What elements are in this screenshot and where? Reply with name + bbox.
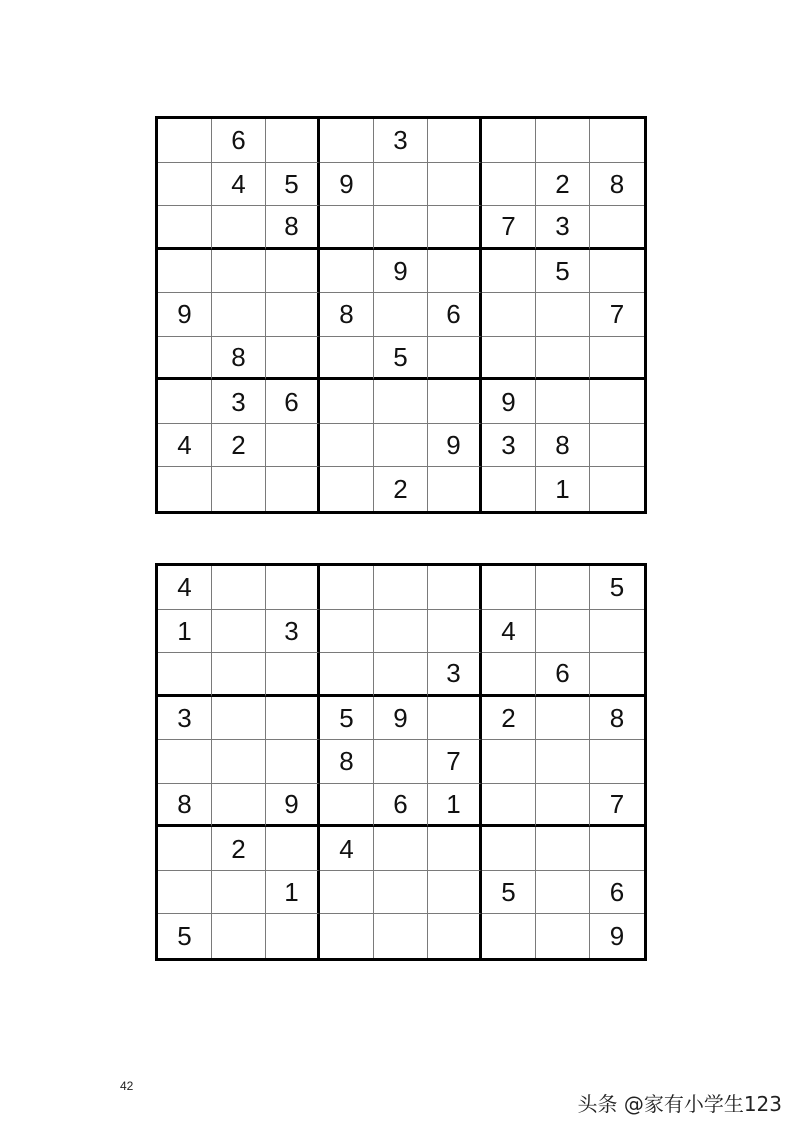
sudoku-cell: 5 bbox=[266, 163, 320, 207]
sudoku-cell: 7 bbox=[428, 740, 482, 784]
sudoku-cell bbox=[374, 566, 428, 610]
sudoku-cell bbox=[428, 610, 482, 654]
sudoku-cell: 7 bbox=[590, 293, 644, 337]
sudoku-cell: 5 bbox=[590, 566, 644, 610]
sudoku-cell bbox=[536, 914, 590, 958]
sudoku-cell bbox=[590, 206, 644, 250]
sudoku-cell bbox=[482, 119, 536, 163]
sudoku-cell bbox=[320, 610, 374, 654]
sudoku-cell bbox=[428, 697, 482, 741]
sudoku-cell bbox=[374, 653, 428, 697]
sudoku-cell bbox=[158, 827, 212, 871]
sudoku-cell bbox=[266, 337, 320, 381]
sudoku-cell bbox=[590, 380, 644, 424]
sudoku-cell bbox=[320, 424, 374, 468]
sudoku-cell bbox=[590, 467, 644, 511]
sudoku-cell bbox=[374, 206, 428, 250]
sudoku-cell bbox=[320, 653, 374, 697]
sudoku-cell: 8 bbox=[158, 784, 212, 828]
sudoku-cell bbox=[266, 119, 320, 163]
sudoku-cell bbox=[374, 424, 428, 468]
sudoku-cell: 9 bbox=[482, 380, 536, 424]
sudoku-cell bbox=[428, 337, 482, 381]
sudoku-cell bbox=[212, 566, 266, 610]
sudoku-cell bbox=[536, 380, 590, 424]
sudoku-cell: 9 bbox=[158, 293, 212, 337]
sudoku-cell bbox=[158, 871, 212, 915]
sudoku-cell: 6 bbox=[374, 784, 428, 828]
sudoku-cell bbox=[320, 784, 374, 828]
sudoku-cell bbox=[266, 467, 320, 511]
sudoku-cell bbox=[212, 293, 266, 337]
sudoku-cell bbox=[266, 914, 320, 958]
sudoku-cell bbox=[428, 566, 482, 610]
sudoku-cell bbox=[158, 653, 212, 697]
sudoku-cell bbox=[374, 740, 428, 784]
sudoku-cell: 6 bbox=[590, 871, 644, 915]
sudoku-cell bbox=[428, 206, 482, 250]
sudoku-cell bbox=[266, 827, 320, 871]
sudoku-cell bbox=[266, 653, 320, 697]
sudoku-cell: 3 bbox=[428, 653, 482, 697]
sudoku-cell bbox=[482, 653, 536, 697]
sudoku-cell bbox=[266, 697, 320, 741]
sudoku-cell bbox=[590, 250, 644, 294]
sudoku-cell: 6 bbox=[428, 293, 482, 337]
sudoku-cell bbox=[374, 293, 428, 337]
sudoku-cell bbox=[212, 467, 266, 511]
sudoku-cell bbox=[212, 784, 266, 828]
sudoku-cell: 6 bbox=[266, 380, 320, 424]
sudoku-cell bbox=[536, 784, 590, 828]
sudoku-cell: 5 bbox=[482, 871, 536, 915]
sudoku-cell bbox=[320, 119, 374, 163]
sudoku-cell bbox=[158, 337, 212, 381]
sudoku-cell bbox=[212, 250, 266, 294]
sudoku-cell: 8 bbox=[212, 337, 266, 381]
page-number: 42 bbox=[120, 1079, 134, 1093]
sudoku-cell bbox=[482, 293, 536, 337]
sudoku-cell bbox=[374, 914, 428, 958]
sudoku-cell bbox=[374, 163, 428, 207]
sudoku-cell: 1 bbox=[428, 784, 482, 828]
sudoku-cell bbox=[590, 337, 644, 381]
sudoku-cell bbox=[482, 740, 536, 784]
sudoku-cell bbox=[590, 653, 644, 697]
sudoku-cell: 9 bbox=[609, 921, 625, 952]
sudoku-cell: 7 bbox=[590, 784, 644, 828]
sudoku-cell bbox=[536, 827, 590, 871]
sudoku-cell: 3 bbox=[212, 380, 266, 424]
sudoku-cell bbox=[536, 740, 590, 784]
sudoku-cell: 6 bbox=[536, 653, 590, 697]
sudoku-cell bbox=[428, 119, 482, 163]
sudoku-cell bbox=[212, 697, 266, 741]
sudoku-cell: 8 bbox=[266, 206, 320, 250]
sudoku-cell bbox=[590, 610, 644, 654]
sudoku-cell bbox=[482, 467, 536, 511]
sudoku-cell bbox=[320, 914, 374, 958]
sudoku-cell: 3 bbox=[374, 119, 428, 163]
sudoku-cell bbox=[428, 467, 482, 511]
sudoku-cell bbox=[266, 740, 320, 784]
sudoku-cell: 9 bbox=[374, 250, 428, 294]
sudoku-cell: 2 bbox=[536, 163, 590, 207]
sudoku-cell: 6 bbox=[212, 119, 266, 163]
sudoku-cell bbox=[158, 467, 212, 511]
sudoku-cell bbox=[266, 293, 320, 337]
sudoku-grid-2 bbox=[155, 563, 647, 961]
sudoku-cell bbox=[320, 250, 374, 294]
sudoku-cell bbox=[266, 566, 320, 610]
sudoku-cell bbox=[158, 380, 212, 424]
sudoku-cell bbox=[320, 566, 374, 610]
watermark-text: 头条 @家有小学生123 bbox=[577, 1092, 782, 1116]
sudoku-cell: 9 bbox=[320, 163, 374, 207]
sudoku-cell: 4 bbox=[212, 163, 266, 207]
sudoku-cell: 3 bbox=[266, 610, 320, 654]
sudoku-cell: 5 bbox=[158, 914, 212, 958]
sudoku-cell bbox=[536, 293, 590, 337]
sudoku-cell bbox=[320, 380, 374, 424]
sudoku-cell: 1 bbox=[158, 610, 212, 654]
sudoku-cell bbox=[266, 424, 320, 468]
sudoku-cell bbox=[158, 163, 212, 207]
sudoku-cell: 4 bbox=[482, 610, 536, 654]
sudoku-cell bbox=[320, 337, 374, 381]
sudoku-cell bbox=[320, 871, 374, 915]
sudoku-cell bbox=[374, 380, 428, 424]
sudoku-cell bbox=[428, 163, 482, 207]
sudoku-cell bbox=[212, 610, 266, 654]
sudoku-cell bbox=[590, 740, 644, 784]
sudoku-cell bbox=[374, 871, 428, 915]
sudoku-cell: 9 bbox=[428, 424, 482, 468]
sudoku-cell: 2 bbox=[482, 697, 536, 741]
sudoku-cell bbox=[536, 871, 590, 915]
sudoku-cell bbox=[482, 827, 536, 871]
sudoku-grid-1 bbox=[155, 116, 647, 514]
sudoku-cell bbox=[374, 610, 428, 654]
sudoku-cell bbox=[212, 914, 266, 958]
sudoku-cell bbox=[212, 871, 266, 915]
sudoku-cell bbox=[320, 467, 374, 511]
sudoku-cell bbox=[590, 119, 644, 163]
sudoku-cell bbox=[320, 206, 374, 250]
sudoku-cell bbox=[212, 653, 266, 697]
sudoku-cell: 8 bbox=[590, 697, 644, 741]
sudoku-cell bbox=[158, 119, 212, 163]
sudoku-cell bbox=[428, 380, 482, 424]
sudoku-cell bbox=[266, 250, 320, 294]
sudoku-cell bbox=[482, 914, 536, 958]
sudoku-cell bbox=[536, 697, 590, 741]
sudoku-cell bbox=[374, 827, 428, 871]
sudoku-cell bbox=[158, 250, 212, 294]
sudoku-cell: 1 bbox=[266, 871, 320, 915]
sudoku-cell: 3 bbox=[158, 697, 212, 741]
sudoku-cell bbox=[428, 250, 482, 294]
sudoku-cell: 9 bbox=[374, 697, 428, 741]
sudoku-cell: 8 bbox=[590, 163, 644, 207]
sudoku-cell bbox=[536, 610, 590, 654]
sudoku-cell bbox=[212, 740, 266, 784]
sudoku-cell: 8 bbox=[536, 424, 590, 468]
sudoku-cell: 5 bbox=[320, 697, 374, 741]
sudoku-cell: 3 bbox=[536, 206, 590, 250]
sudoku-cell bbox=[590, 424, 644, 468]
sudoku-cell: 4 bbox=[158, 566, 212, 610]
sudoku-cell bbox=[536, 119, 590, 163]
sudoku-cell: 7 bbox=[482, 206, 536, 250]
sudoku-cell bbox=[158, 740, 212, 784]
sudoku-cell: 3 bbox=[482, 424, 536, 468]
sudoku-cell: 4 bbox=[320, 827, 374, 871]
sudoku-cell bbox=[482, 784, 536, 828]
sudoku-cell: 8 bbox=[320, 293, 374, 337]
sudoku-cell bbox=[428, 871, 482, 915]
sudoku-cell: 5 bbox=[536, 250, 590, 294]
sudoku-cell: 2 bbox=[212, 827, 266, 871]
sudoku-cell: 9 bbox=[266, 784, 320, 828]
sudoku-cell bbox=[212, 206, 266, 250]
sudoku-cell bbox=[428, 914, 482, 958]
sudoku-cell: 8 bbox=[320, 740, 374, 784]
sudoku-cell: 4 bbox=[158, 424, 212, 468]
sudoku-cell bbox=[482, 250, 536, 294]
sudoku-cell: 5 bbox=[374, 337, 428, 381]
sudoku-cell bbox=[590, 827, 644, 871]
sudoku-cell: 2 bbox=[212, 424, 266, 468]
sudoku-cell bbox=[158, 206, 212, 250]
sudoku-cell bbox=[536, 566, 590, 610]
sudoku-cell bbox=[482, 566, 536, 610]
sudoku-cell: 1 bbox=[536, 467, 590, 511]
sudoku-cell bbox=[428, 827, 482, 871]
sudoku-cell bbox=[482, 337, 536, 381]
sudoku-cell bbox=[536, 337, 590, 381]
sudoku-cell: 2 bbox=[374, 467, 428, 511]
sudoku-cell bbox=[482, 163, 536, 207]
